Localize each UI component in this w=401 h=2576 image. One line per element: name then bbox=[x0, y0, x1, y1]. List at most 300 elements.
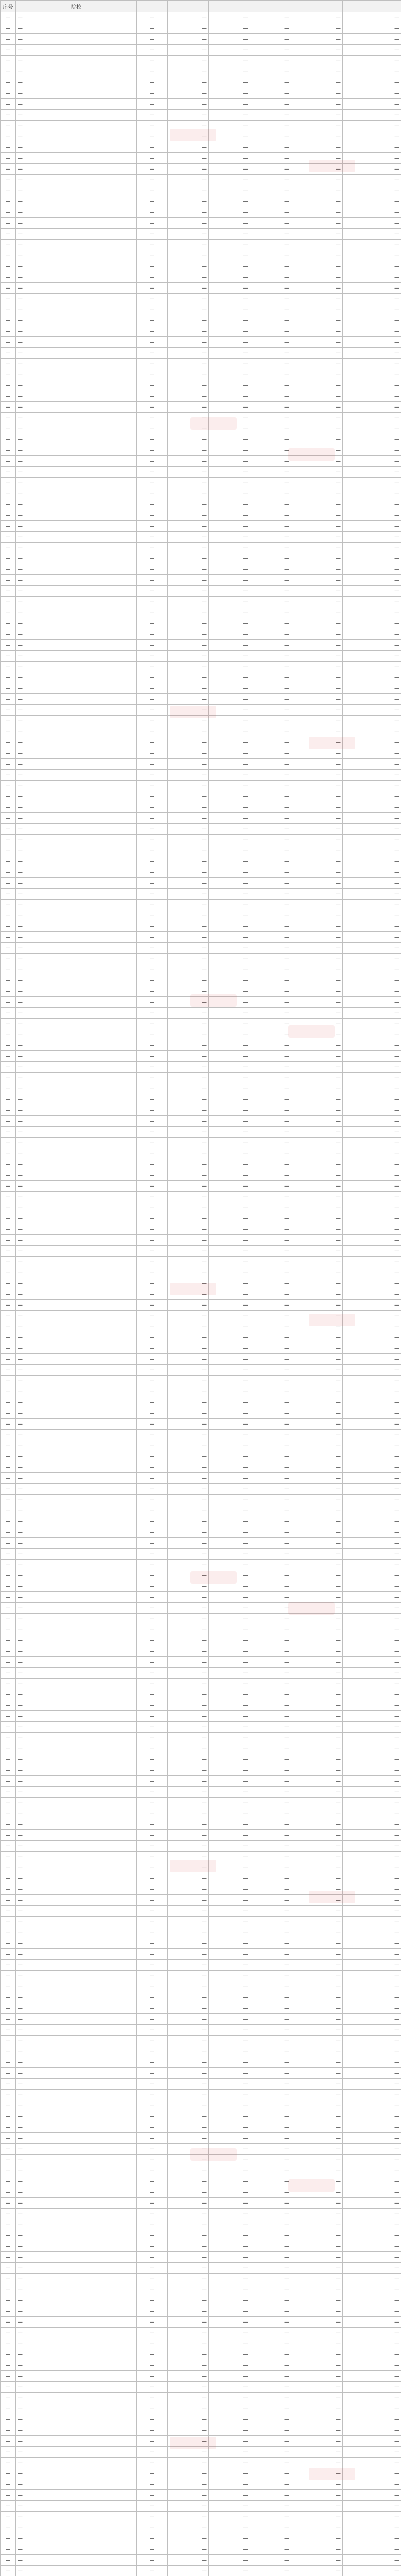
cell-col6: — bbox=[250, 2165, 291, 2176]
cell-col3: — bbox=[137, 975, 168, 986]
cell-col7: — bbox=[291, 921, 343, 932]
cell-school: — bbox=[16, 2403, 137, 2414]
cell-col4: — bbox=[168, 2155, 209, 2165]
cell-col8: — bbox=[343, 1971, 401, 1981]
cell-col6: — bbox=[250, 2533, 291, 2544]
cell-col5: — bbox=[209, 759, 250, 770]
table-row bbox=[1, 1397, 401, 1408]
table-row bbox=[1, 1570, 401, 1581]
cell-col5: — bbox=[209, 824, 250, 835]
cell-col3: — bbox=[137, 1246, 168, 1257]
cell-col6: — bbox=[250, 553, 291, 564]
cell-col6: — bbox=[250, 586, 291, 597]
cell-col6: — bbox=[250, 2122, 291, 2133]
cell-col4: — bbox=[168, 2371, 209, 2382]
table-row bbox=[1, 1311, 401, 1321]
cell-col7: — bbox=[291, 1906, 343, 1917]
cell-col4: — bbox=[168, 2544, 209, 2555]
cell-col4: — bbox=[168, 131, 209, 142]
cell-school: — bbox=[16, 185, 137, 196]
cell-index: — bbox=[1, 694, 16, 705]
cell-col4: — bbox=[168, 2187, 209, 2198]
cell-col5: — bbox=[209, 2003, 250, 2014]
table-row bbox=[1, 2555, 401, 2566]
cell-school: — bbox=[16, 748, 137, 759]
cell-col6: — bbox=[250, 1560, 291, 1570]
table-row bbox=[1, 1267, 401, 1278]
cell-col6: — bbox=[250, 597, 291, 607]
cell-index: — bbox=[1, 2295, 16, 2306]
cell-col5: — bbox=[209, 2501, 250, 2512]
cell-school: — bbox=[16, 1094, 137, 1105]
cell-index: — bbox=[1, 1321, 16, 1332]
cell-col7: — bbox=[291, 2544, 343, 2555]
cell-col7: — bbox=[291, 2068, 343, 2079]
cell-index: — bbox=[1, 175, 16, 185]
cell-col3: — bbox=[137, 867, 168, 878]
cell-col8: — bbox=[343, 380, 401, 391]
cell-col6: — bbox=[250, 218, 291, 229]
cell-col8: — bbox=[343, 1073, 401, 1083]
table-row bbox=[1, 1733, 401, 1743]
cell-index: — bbox=[1, 1430, 16, 1440]
cell-school: — bbox=[16, 1289, 137, 1300]
cell-col5: — bbox=[209, 737, 250, 748]
cell-school: — bbox=[16, 1700, 137, 1711]
cell-col4: — bbox=[168, 1852, 209, 1862]
cell-col7: — bbox=[291, 1138, 343, 1148]
cell-col5: — bbox=[209, 954, 250, 964]
cell-col8: — bbox=[343, 640, 401, 651]
cell-col8: — bbox=[343, 2555, 401, 2566]
cell-col8: — bbox=[343, 2241, 401, 2252]
cell-school: — bbox=[16, 88, 137, 99]
cell-col4: — bbox=[168, 932, 209, 943]
table-row bbox=[1, 402, 401, 413]
cell-col6: — bbox=[250, 1354, 291, 1365]
cell-index: — bbox=[1, 824, 16, 835]
cell-school: — bbox=[16, 1852, 137, 1862]
cell-index: — bbox=[1, 1560, 16, 1570]
table-row bbox=[1, 802, 401, 813]
table-row bbox=[1, 1019, 401, 1029]
cell-col8: — bbox=[343, 218, 401, 229]
cell-school: — bbox=[16, 1408, 137, 1419]
cell-col4: — bbox=[168, 672, 209, 683]
table-row bbox=[1, 759, 401, 770]
cell-col5: — bbox=[209, 2512, 250, 2522]
cell-col6: — bbox=[250, 1332, 291, 1343]
cell-col8: — bbox=[343, 12, 401, 23]
cell-col5: — bbox=[209, 1624, 250, 1635]
cell-col5: — bbox=[209, 1051, 250, 1062]
cell-school: — bbox=[16, 2133, 137, 2144]
cell-col4: — bbox=[168, 1949, 209, 1960]
cell-col7: — bbox=[291, 207, 343, 218]
cell-col3: — bbox=[137, 781, 168, 791]
cell-col8: — bbox=[343, 2036, 401, 2046]
table-row bbox=[1, 1798, 401, 1808]
cell-col3: — bbox=[137, 2014, 168, 2025]
cell-index: — bbox=[1, 1484, 16, 1495]
cell-col7: — bbox=[291, 1787, 343, 1798]
cell-col5: — bbox=[209, 175, 250, 185]
cell-col8: — bbox=[343, 1646, 401, 1657]
cell-col8: — bbox=[343, 2144, 401, 2155]
cell-school: — bbox=[16, 2187, 137, 2198]
cell-col6: — bbox=[250, 2111, 291, 2122]
cell-col8: — bbox=[343, 2479, 401, 2490]
cell-col3: — bbox=[137, 250, 168, 261]
cell-col7: — bbox=[291, 1462, 343, 1473]
cell-col5: — bbox=[209, 1376, 250, 1386]
cell-col7: — bbox=[291, 315, 343, 326]
cell-col7: — bbox=[291, 2447, 343, 2458]
cell-school: — bbox=[16, 2468, 137, 2479]
cell-col5: — bbox=[209, 1819, 250, 1830]
cell-school: — bbox=[16, 45, 137, 56]
table-row bbox=[1, 2479, 401, 2490]
cell-school: — bbox=[16, 543, 137, 553]
cell-col3: — bbox=[137, 1981, 168, 1992]
cell-school: — bbox=[16, 900, 137, 910]
cell-col8: — bbox=[343, 2025, 401, 2036]
cell-col5: — bbox=[209, 2176, 250, 2187]
cell-col6: — bbox=[250, 1668, 291, 1679]
cell-col7: — bbox=[291, 1419, 343, 1430]
cell-school: — bbox=[16, 2566, 137, 2576]
cell-col6: — bbox=[250, 2230, 291, 2241]
cell-col6: — bbox=[250, 900, 291, 910]
cell-col4: — bbox=[168, 2209, 209, 2219]
cell-school: — bbox=[16, 131, 137, 142]
cell-col5: — bbox=[209, 1700, 250, 1711]
cell-school: — bbox=[16, 791, 137, 802]
cell-index: — bbox=[1, 445, 16, 456]
cell-col4: — bbox=[168, 1440, 209, 1451]
table-row bbox=[1, 1884, 401, 1895]
cell-school: — bbox=[16, 2165, 137, 2176]
cell-col7: — bbox=[291, 2403, 343, 2414]
cell-school: — bbox=[16, 1635, 137, 1646]
cell-col5: — bbox=[209, 1267, 250, 1278]
table-row bbox=[1, 1202, 401, 1213]
cell-col4: — bbox=[168, 997, 209, 1008]
cell-index: — bbox=[1, 218, 16, 229]
cell-col3: — bbox=[137, 488, 168, 499]
cell-col6: — bbox=[250, 2555, 291, 2566]
cell-index: — bbox=[1, 597, 16, 607]
cell-index: — bbox=[1, 2284, 16, 2295]
cell-school: — bbox=[16, 283, 137, 294]
cell-col3: — bbox=[137, 2295, 168, 2306]
cell-col8: — bbox=[343, 737, 401, 748]
cell-col5: — bbox=[209, 618, 250, 629]
cell-col4: — bbox=[168, 954, 209, 964]
cell-index: — bbox=[1, 1062, 16, 1073]
cell-col8: — bbox=[343, 2079, 401, 2090]
cell-col3: — bbox=[137, 2036, 168, 2046]
cell-col4: — bbox=[168, 456, 209, 467]
cell-col3: — bbox=[137, 229, 168, 240]
cell-index: — bbox=[1, 423, 16, 434]
cell-col5: — bbox=[209, 802, 250, 813]
cell-col6: — bbox=[250, 2155, 291, 2165]
cell-col7: — bbox=[291, 1841, 343, 1852]
table-row bbox=[1, 586, 401, 597]
cell-col5: — bbox=[209, 1992, 250, 2003]
cell-school: — bbox=[16, 196, 137, 207]
column-header-7 bbox=[291, 1, 343, 12]
cell-col6: — bbox=[250, 986, 291, 997]
cell-col8: — bbox=[343, 1397, 401, 1408]
cell-school: — bbox=[16, 2036, 137, 2046]
cell-col8: — bbox=[343, 781, 401, 791]
cell-col8: — bbox=[343, 1148, 401, 1159]
cell-index: — bbox=[1, 2382, 16, 2393]
cell-col8: — bbox=[343, 56, 401, 66]
cell-index: — bbox=[1, 2512, 16, 2522]
cell-index: — bbox=[1, 1083, 16, 1094]
cell-col6: — bbox=[250, 2328, 291, 2338]
cell-col7: — bbox=[291, 1711, 343, 1722]
table-row bbox=[1, 34, 401, 45]
cell-col5: — bbox=[209, 835, 250, 845]
cell-col8: — bbox=[343, 867, 401, 878]
cell-col6: — bbox=[250, 651, 291, 662]
cell-col5: — bbox=[209, 2090, 250, 2100]
table-row bbox=[1, 1365, 401, 1376]
table-row bbox=[1, 304, 401, 315]
cell-index: — bbox=[1, 781, 16, 791]
cell-col5: — bbox=[209, 564, 250, 575]
cell-col7: — bbox=[291, 1224, 343, 1235]
cell-index: — bbox=[1, 110, 16, 121]
table-row bbox=[1, 2338, 401, 2349]
cell-col4: — bbox=[168, 2057, 209, 2068]
cell-col3: — bbox=[137, 2555, 168, 2566]
cell-index: — bbox=[1, 1776, 16, 1787]
cell-school: — bbox=[16, 1202, 137, 1213]
table-row bbox=[1, 2144, 401, 2155]
cell-col7: — bbox=[291, 943, 343, 954]
table-row bbox=[1, 2230, 401, 2241]
table-row bbox=[1, 2219, 401, 2230]
cell-col4: — bbox=[168, 2274, 209, 2284]
table-row bbox=[1, 1224, 401, 1235]
cell-col7: — bbox=[291, 2219, 343, 2230]
cell-col4: — bbox=[168, 88, 209, 99]
cell-col4: — bbox=[168, 2165, 209, 2176]
cell-col6: — bbox=[250, 932, 291, 943]
cell-col3: — bbox=[137, 1343, 168, 1354]
cell-school: — bbox=[16, 142, 137, 153]
cell-col3: — bbox=[137, 564, 168, 575]
cell-index: — bbox=[1, 1462, 16, 1473]
cell-col5: — bbox=[209, 1635, 250, 1646]
cell-col3: — bbox=[137, 218, 168, 229]
table-row bbox=[1, 1386, 401, 1397]
cell-col4: — bbox=[168, 2479, 209, 2490]
cell-col7: — bbox=[291, 348, 343, 359]
cell-col3: — bbox=[137, 1083, 168, 1094]
cell-col8: — bbox=[343, 726, 401, 737]
cell-col4: — bbox=[168, 196, 209, 207]
cell-col3: — bbox=[137, 77, 168, 88]
cell-index: — bbox=[1, 889, 16, 900]
cell-index: — bbox=[1, 2306, 16, 2317]
cell-col4: — bbox=[168, 1592, 209, 1603]
cell-school: — bbox=[16, 1841, 137, 1852]
cell-col7: — bbox=[291, 510, 343, 521]
cell-col8: — bbox=[343, 2046, 401, 2057]
cell-col5: — bbox=[209, 283, 250, 294]
cell-school: — bbox=[16, 672, 137, 683]
cell-col3: — bbox=[137, 1549, 168, 1560]
cell-col4: — bbox=[168, 1733, 209, 1743]
cell-col6: — bbox=[250, 2522, 291, 2533]
cell-col8: — bbox=[343, 1484, 401, 1495]
cell-school: — bbox=[16, 2025, 137, 2036]
cell-col8: — bbox=[343, 2328, 401, 2338]
cell-col6: — bbox=[250, 2079, 291, 2090]
cell-school: — bbox=[16, 2274, 137, 2284]
cell-col5: — bbox=[209, 640, 250, 651]
cell-col6: — bbox=[250, 1614, 291, 1624]
cell-col5: — bbox=[209, 164, 250, 175]
table-row bbox=[1, 2522, 401, 2533]
cell-col6: — bbox=[250, 716, 291, 726]
cell-col7: — bbox=[291, 1614, 343, 1624]
cell-col3: — bbox=[137, 12, 168, 23]
cell-col5: — bbox=[209, 261, 250, 272]
cell-col6: — bbox=[250, 1138, 291, 1148]
cell-col6: — bbox=[250, 2057, 291, 2068]
cell-col4: — bbox=[168, 2263, 209, 2274]
cell-col5: — bbox=[209, 1040, 250, 1051]
cell-col5: — bbox=[209, 1646, 250, 1657]
cell-col7: — bbox=[291, 737, 343, 748]
cell-school: — bbox=[16, 1376, 137, 1386]
cell-col3: — bbox=[137, 1289, 168, 1300]
cell-index: — bbox=[1, 380, 16, 391]
cell-school: — bbox=[16, 1527, 137, 1538]
cell-school: — bbox=[16, 1278, 137, 1289]
cell-col6: — bbox=[250, 1343, 291, 1354]
cell-col6: — bbox=[250, 1040, 291, 1051]
cell-index: — bbox=[1, 1960, 16, 1971]
cell-col6: — bbox=[250, 1808, 291, 1819]
cell-col4: — bbox=[168, 2295, 209, 2306]
cell-col7: — bbox=[291, 434, 343, 445]
cell-index: — bbox=[1, 835, 16, 845]
cell-col3: — bbox=[137, 121, 168, 131]
cell-col3: — bbox=[137, 2533, 168, 2544]
cell-col3: — bbox=[137, 759, 168, 770]
cell-school: — bbox=[16, 867, 137, 878]
cell-col7: — bbox=[291, 726, 343, 737]
cell-col5: — bbox=[209, 1754, 250, 1765]
cell-col5: — bbox=[209, 1927, 250, 1938]
cell-col7: — bbox=[291, 391, 343, 402]
cell-index: — bbox=[1, 867, 16, 878]
cell-col5: — bbox=[209, 1549, 250, 1560]
cell-col7: — bbox=[291, 1722, 343, 1733]
cell-col6: — bbox=[250, 2403, 291, 2414]
cell-index: — bbox=[1, 2155, 16, 2165]
cell-school: — bbox=[16, 175, 137, 185]
cell-col3: — bbox=[137, 56, 168, 66]
cell-col5: — bbox=[209, 943, 250, 954]
table-row bbox=[1, 445, 401, 456]
cell-col8: — bbox=[343, 1246, 401, 1257]
cell-col7: — bbox=[291, 900, 343, 910]
cell-col7: — bbox=[291, 932, 343, 943]
cell-col6: — bbox=[250, 1538, 291, 1549]
cell-index: — bbox=[1, 2198, 16, 2209]
cell-col7: — bbox=[291, 607, 343, 618]
cell-school: — bbox=[16, 586, 137, 597]
cell-col8: — bbox=[343, 510, 401, 521]
cell-school: — bbox=[16, 889, 137, 900]
cell-col5: — bbox=[209, 1787, 250, 1798]
cell-col4: — bbox=[168, 867, 209, 878]
cell-col5: — bbox=[209, 932, 250, 943]
cell-col3: — bbox=[137, 597, 168, 607]
cell-col7: — bbox=[291, 1430, 343, 1440]
cell-col7: — bbox=[291, 910, 343, 921]
cell-col8: — bbox=[343, 1862, 401, 1873]
cell-col5: — bbox=[209, 1527, 250, 1538]
cell-school: — bbox=[16, 315, 137, 326]
cell-col8: — bbox=[343, 2274, 401, 2284]
table-row bbox=[1, 1635, 401, 1646]
cell-index: — bbox=[1, 651, 16, 662]
cell-col3: — bbox=[137, 207, 168, 218]
cell-school: — bbox=[16, 1787, 137, 1798]
cell-col7: — bbox=[291, 2176, 343, 2187]
cell-col8: — bbox=[343, 1462, 401, 1473]
cell-col5: — bbox=[209, 889, 250, 900]
cell-col4: — bbox=[168, 1354, 209, 1365]
cell-school: — bbox=[16, 2328, 137, 2338]
cell-school: — bbox=[16, 488, 137, 499]
cell-school: — bbox=[16, 56, 137, 66]
cell-col6: — bbox=[250, 564, 291, 575]
cell-col3: — bbox=[137, 2328, 168, 2338]
cell-col7: — bbox=[291, 478, 343, 488]
cell-index: — bbox=[1, 2436, 16, 2447]
cell-col4: — bbox=[168, 1992, 209, 2003]
cell-col5: — bbox=[209, 1603, 250, 1614]
cell-col4: — bbox=[168, 1754, 209, 1765]
cell-col7: — bbox=[291, 110, 343, 121]
cell-col4: — bbox=[168, 1895, 209, 1906]
cell-col3: — bbox=[137, 2414, 168, 2425]
table-row bbox=[1, 1300, 401, 1311]
cell-col8: — bbox=[343, 1051, 401, 1062]
cell-col7: — bbox=[291, 456, 343, 467]
cell-col8: — bbox=[343, 813, 401, 824]
cell-col4: — bbox=[168, 737, 209, 748]
table-row bbox=[1, 878, 401, 889]
cell-col8: — bbox=[343, 250, 401, 261]
cell-school: — bbox=[16, 1765, 137, 1776]
cell-col6: — bbox=[250, 2490, 291, 2501]
cell-col5: — bbox=[209, 1592, 250, 1603]
cell-col4: — bbox=[168, 1917, 209, 1927]
table-row bbox=[1, 1040, 401, 1051]
